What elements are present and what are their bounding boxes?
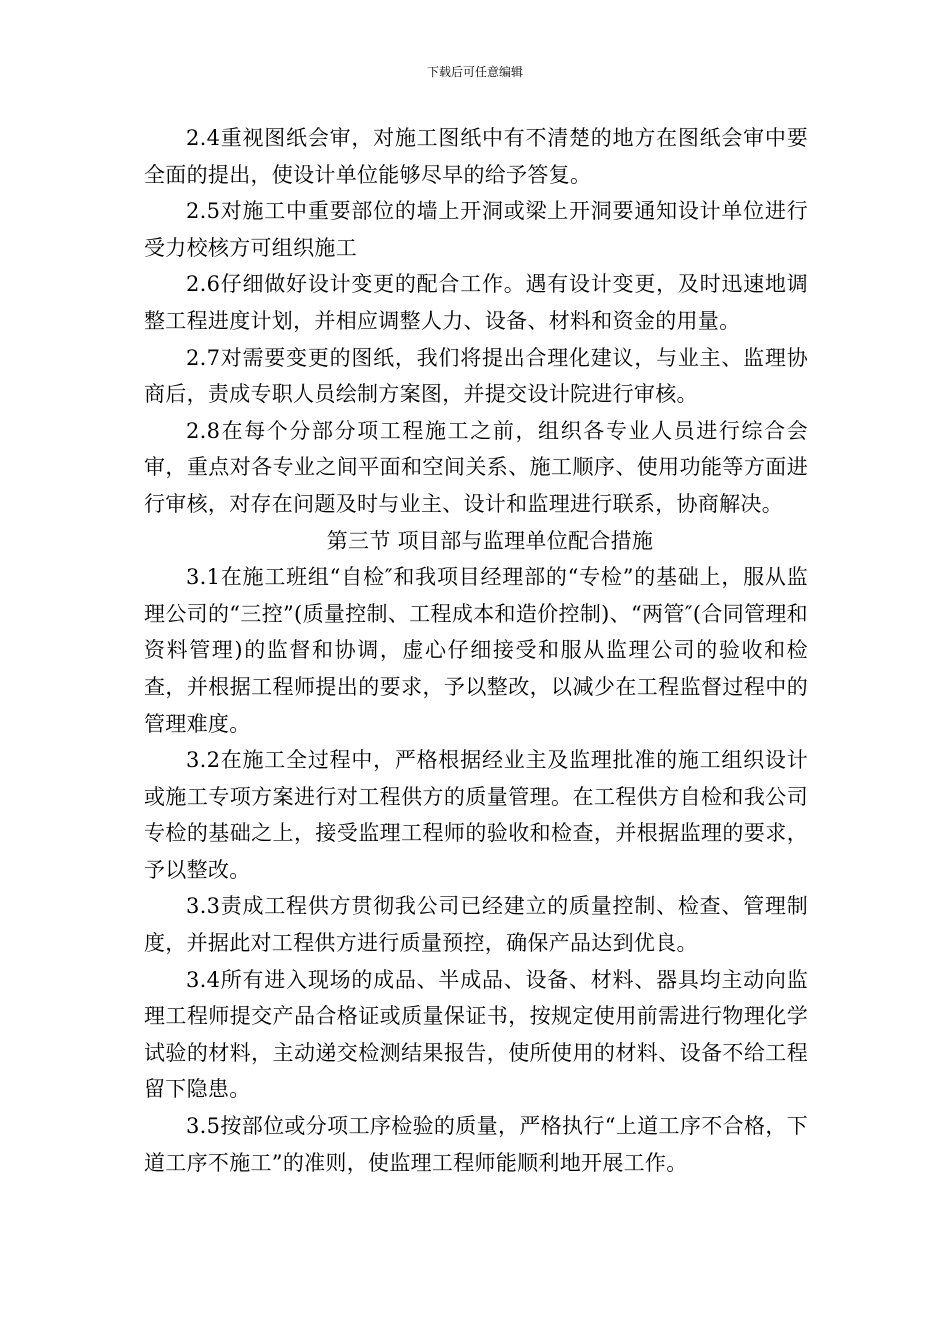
- paragraph-3-4: 3.4所有进入现场的成品、半成品、设备、材料、器具均主动向监理工程师提交产品合格证或质量保证书，按规定使用前需进行物理化学试验的材料，主动递交检测结果报告，使所使用的材料、设备不给工程留下隐患。: [144, 967, 808, 1102]
- paragraph-2-6: 2.6仔细做好设计变更的配合工作。遇有设计变更，及时迅速地调整工程进度计划，并相应调整人力、设备、材料和资金的用量。: [144, 272, 808, 333]
- paragraph-2-8: 2.8在每个分部分项工程施工之前，组织各专业人员进行综合会审，重点对各专业之间平面和空间关系、施工顺序、使用功能等方面进行审核，对存在问题及时与业主、设计和监理进行联系，协商解决。: [144, 418, 808, 516]
- paragraph-3-2: 3.2在施工全过程中，严格根据经业主及监理批准的施工组织设计或施工专项方案进行对工程供方的质量管理。在工程供方自检和我公司专检的基础之上，接受监理工程师的验收和检查，并根据监理的要求，予以整改。: [144, 748, 808, 882]
- paragraph-2-4: 2.4重视图纸会审，对施工图纸中有不清楚的地方在图纸会审中要全面的提出，使设计单位能够尽早的给予答复。: [144, 126, 808, 187]
- paragraph-3-3: 3.3责成工程供方贯彻我公司已经建立的质量控制、检查、管理制度，并据此对工程供方进行质量预控，确保产品达到优良。: [144, 894, 808, 956]
- paragraph-3-5: 3.5按部位或分项工序检验的质量，严格执行“上道工序不合格，下道工序不施工”的准则，使监理工程师能顺利地开展工作。: [144, 1114, 808, 1175]
- paragraph-3-1: 3.1在施工班组“自检″和我项目经理部的“专检”的基础上，服从监理公司的“三控”(质量控制、工程成本和造价控制)、“两管″(合同管理和资料管理)的监督和协调，虚心仔细接受和服从监理公司的验收和检查，并根据工程师提出的要求，予以整改，以减少在工程监督过程中的管理难度。: [144, 565, 808, 736]
- section-heading: 第三节 项目部与监理单位配合措施: [326, 528, 654, 553]
- page-header: 下载后可任意编辑: [426, 65, 523, 79]
- document-body: [144, 120, 808, 1181]
- paragraph-2-5: 2.5对施工中重要部位的墙上开洞或梁上开洞要通知设计单位进行受力校核方可组织施工: [144, 199, 808, 260]
- paragraph-2-7: 2.7对需要变更的图纸，我们将提出合理化建议，与业主、监理协商后，责成专职人员绘制方案图，并提交设计院进行审核。: [144, 345, 808, 407]
